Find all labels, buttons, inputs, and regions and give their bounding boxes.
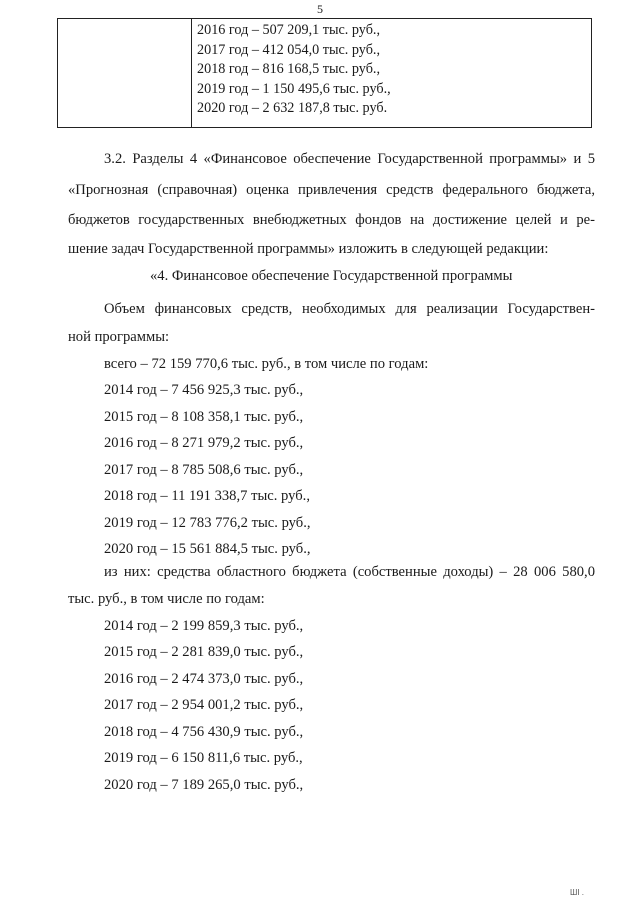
regional-line: из них: средства областного бюджета (собственные доходы) – 28 006 580,0 — [104, 564, 595, 580]
year-line: 2019 год – 12 783 776,2 тыс. руб., — [104, 515, 311, 531]
year-line: 2019 год – 6 150 811,6 тыс. руб., — [104, 750, 303, 766]
section-title: «4. Финансовое обеспечение Государственной программы — [150, 268, 513, 284]
year-line: 2018 год – 11 191 338,7 тыс. руб., — [104, 488, 310, 504]
year-line: 2017 год – 8 785 508,6 тыс. руб., — [104, 462, 304, 478]
year-line: 2020 год – 15 561 884,5 тыс. руб., — [104, 541, 311, 557]
para-line: бюджетов государственных внебюджетных фондов на достижение целей и ре- — [68, 212, 595, 228]
para-line: 3.2. Разделы 4 «Финансовое обеспечение Государственной программы» и 5 — [104, 151, 595, 167]
table-row: 2020 год – 2 632 187,8 тыс. руб. — [197, 100, 388, 116]
table-row: 2017 год – 412 054,0 тыс. руб., — [197, 41, 381, 58]
table-empty-cell — [58, 19, 192, 128]
year-line: 2014 год – 2 199 859,3 тыс. руб., — [104, 618, 304, 634]
table-years-cell — [192, 19, 592, 128]
funding-table-fragment — [57, 18, 592, 128]
table-row: 2019 год – 1 150 495,6 тыс. руб., — [197, 80, 391, 97]
year-line: 2014 год – 7 456 925,3 тыс. руб., — [104, 382, 304, 398]
para-line: шение задач Государственной программы» изложить в следующей редакции: — [68, 241, 549, 257]
year-line: 2017 год – 2 954 001,2 тыс. руб., — [104, 697, 304, 713]
para-line: «Прогнозная (справочная) оценка привлечения средств федерального бюджета, — [68, 182, 595, 198]
table-row: 2018 год – 816 168,5 тыс. руб., — [197, 61, 381, 77]
total-line: всего – 72 159 770,6 тыс. руб., в том числе по годам: — [104, 356, 429, 372]
year-line: 2015 год – 2 281 839,0 тыс. руб., — [104, 644, 304, 660]
year-line: 2020 год – 7 189 265,0 тыс. руб., — [104, 777, 304, 793]
year-line: 2015 год – 8 108 358,1 тыс. руб., — [104, 409, 304, 425]
footer-mark: ШI . — [570, 888, 584, 897]
page-number: 5 — [317, 2, 323, 16]
regional-line: тыс. руб., в том числе по годам: — [68, 591, 265, 607]
year-line: 2016 год – 2 474 373,0 тыс. руб., — [104, 671, 304, 687]
table-row: 2016 год – 507 209,1 тыс. руб., — [197, 22, 381, 38]
para-line: Объем финансовых средств, необходимых для реализации Государствен- — [104, 301, 595, 317]
year-line: 2018 год – 4 756 430,9 тыс. руб., — [104, 724, 304, 740]
para-line: ной программы: — [68, 329, 170, 345]
year-line: 2016 год – 8 271 979,2 тыс. руб., — [104, 435, 304, 451]
